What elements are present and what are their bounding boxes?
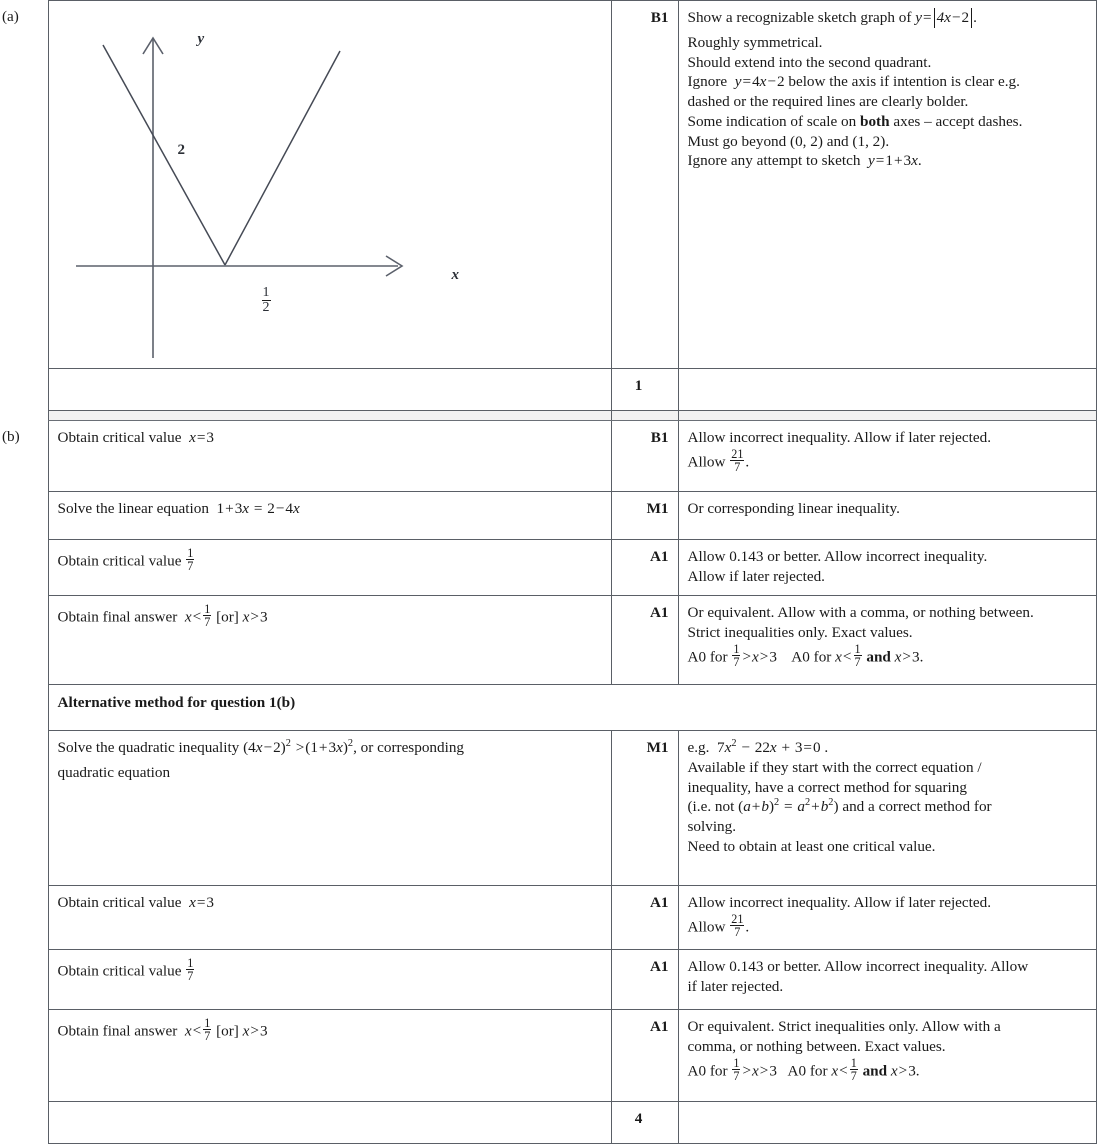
- note-line: Allow 0.143 or better. Allow incorrect inequality. Allow: [687, 958, 1029, 975]
- page-right-pad: [1096, 492, 1100, 540]
- note-line: Allow incorrect inequality. Allow if later rejected.: [687, 429, 991, 446]
- notes-cell-alt2: [678, 886, 1096, 950]
- empty-label-cell: [0, 685, 48, 731]
- empty-answer-cell: [48, 1102, 611, 1144]
- x-axis-label: x: [451, 267, 459, 283]
- mark-code-a: B1: [611, 1, 678, 369]
- page-right-pad: [1096, 886, 1100, 950]
- empty-label-cell: [0, 950, 48, 1010]
- mark-code-b3: A1: [611, 540, 678, 596]
- x-vertex-tick-label: $\frac{1}{2}$: [262, 285, 270, 316]
- answer-cell-alt4: Obtain final answer x< $\frac{1}{7}$ [or] x>3: [48, 1010, 611, 1102]
- empty-notes-cell: [678, 1102, 1096, 1144]
- note-line: Allow if later rejected.: [687, 567, 825, 585]
- page-right-pad: [1096, 540, 1100, 596]
- page-right-pad: [1096, 950, 1100, 1010]
- empty-label-cell: [0, 886, 48, 950]
- table-row-alt-header: [0, 685, 1100, 731]
- notes-cell-b3: [678, 540, 1096, 596]
- page-right-pad: [1096, 731, 1100, 886]
- note-line: Or equivalent. Allow with a comma, or nothing between.: [687, 604, 1034, 621]
- note-line: dashed or the required lines are clearly bolder.: [687, 93, 969, 110]
- note-line: A0 for $\frac{1}{7}$ >x>3 A0 for x< $\frac{1}{7}$ and x>3.: [687, 641, 924, 669]
- section-divider-rule: [0, 411, 1100, 421]
- divider-label-gap: [0, 411, 48, 421]
- divider-notes: [678, 411, 1096, 421]
- empty-label-cell: [0, 1010, 48, 1102]
- divider-mark: [611, 411, 678, 421]
- table-row-b2: [0, 492, 1100, 540]
- notes-cell-b4: [678, 596, 1096, 685]
- note-line: inequality, have a correct method for squaring: [687, 778, 967, 796]
- note-line: Roughly symmetrical.: [687, 33, 823, 51]
- empty-answer-cell: [48, 369, 611, 411]
- table-row-alt3: [0, 950, 1100, 1010]
- table-row-b1: [0, 421, 1100, 492]
- alternative-method-header: Alternative method for question 1(b): [48, 685, 1096, 731]
- table-row-alt2: [0, 886, 1100, 950]
- page-right-pad: [1096, 369, 1100, 411]
- note-line: Ignore y=4x−2 below the axis if intention is clear e.g.: [687, 73, 1020, 91]
- empty-label-cell: [0, 369, 48, 411]
- table-row-a-graph: [0, 1, 1100, 369]
- mark-code-alt4: A1: [611, 1010, 678, 1102]
- table-row-b3: [0, 540, 1100, 596]
- table-row-alt4: [0, 1010, 1100, 1102]
- note-line: Or equivalent. Strict inequalities only. Allow with a: [687, 1018, 1001, 1035]
- mark-code-b2: M1: [611, 492, 678, 540]
- mark-code-b4: A1: [611, 596, 678, 685]
- page-right-pad: [1096, 1, 1100, 369]
- page-right-pad: [1096, 1102, 1100, 1144]
- notes-cell-alt3: [678, 950, 1096, 1010]
- mark-code-b1: B1: [611, 421, 678, 492]
- page-right-pad: [1096, 1010, 1100, 1102]
- divider-answer: [48, 411, 611, 421]
- note-line: (i.e. not $(a+b)^2 = a^2+b^2$) and a correct method for: [687, 797, 992, 816]
- question-part-label-a: (a): [2, 7, 19, 25]
- page-right-pad: [1096, 411, 1100, 421]
- answer-line: Solve the quadratic inequality $(4x-2)^2 >(1+3x)^2$, or corresponding: [57, 737, 465, 756]
- note-line: Allow $\frac{21}{7}$ .: [687, 911, 750, 940]
- note-line: Allow 0.143 or better. Allow incorrect inequality.: [687, 548, 988, 565]
- note-line: Strict inequalities only. Exact values.: [687, 623, 913, 641]
- answer-cell-b4: Obtain final answer x< $\frac{1}{7}$ [or] x>3: [48, 596, 611, 685]
- note-line: e.g. $7x^2 - 22x + 3=0$ .: [687, 737, 829, 756]
- answer-cell-graph: [48, 1, 611, 369]
- sketch-graph-abs-4x-minus-2: [58, 8, 618, 360]
- note-line: Or corresponding linear inequality.: [687, 500, 900, 517]
- table-row-b-total: [0, 1102, 1100, 1144]
- notes-cell-b2: [678, 492, 1096, 540]
- empty-label-cell: [0, 731, 48, 886]
- note-line: Need to obtain at least one critical value.: [687, 837, 936, 855]
- note-line: A0 for $\frac{1}{7}$ >x>3 A0 for x< $\frac{1}{7}$ and x>3.: [687, 1055, 920, 1083]
- mark-code-alt2: A1: [611, 886, 678, 950]
- answer-cell-alt3: Obtain critical value $\frac{1}{7}$: [48, 950, 611, 1010]
- part-a-total-mark: 1: [611, 369, 678, 411]
- notes-cell-b1: [678, 421, 1096, 492]
- answer-cell-alt2: Obtain critical value x=3: [48, 886, 611, 950]
- y-intercept-tick-label: 2: [177, 142, 185, 158]
- note-line: Available if they start with the correct equation /: [687, 758, 982, 776]
- note-line: Ignore any attempt to sketch y=1+3x.: [687, 152, 922, 170]
- question-part-label-b: (b): [2, 427, 20, 445]
- answer-cell-alt1: [48, 731, 611, 886]
- note-line: comma, or nothing between. Exact values.: [687, 1037, 946, 1055]
- answer-cell-b1: Obtain critical value x=3: [48, 421, 611, 492]
- note-line: Should extend into the second quadrant.: [687, 53, 932, 71]
- page-right-pad: [1096, 596, 1100, 685]
- y-axis-label: y: [197, 31, 205, 47]
- notes-cell-alt1: [678, 731, 1096, 886]
- mark-code-alt1: M1: [611, 731, 678, 886]
- table-row-b4: [0, 596, 1100, 685]
- empty-label-cell: [0, 492, 48, 540]
- answer-line: quadratic equation: [57, 763, 171, 781]
- part-b-total-mark: 4: [611, 1102, 678, 1144]
- note-line: Allow $\frac{21}{7}$ .: [687, 446, 750, 475]
- answer-cell-b2: Solve the linear equation 1+3x = 2−4x: [48, 492, 611, 540]
- note-line: Show a recognizable sketch graph of y= 4x−2 .: [687, 9, 977, 26]
- note-line: Must go beyond (0, 2) and (1, 2).: [687, 132, 890, 150]
- page-right-pad: [1096, 421, 1100, 492]
- page-right-pad: [1096, 685, 1100, 731]
- table-row-a-total: [0, 369, 1100, 411]
- note-line: if later rejected.: [687, 977, 784, 995]
- empty-notes-cell: [678, 369, 1096, 411]
- notes-cell-a: [678, 1, 1096, 369]
- mark-code-alt3: A1: [611, 950, 678, 1010]
- note-line: solving.: [687, 818, 737, 835]
- note-line: Some indication of scale on both axes – accept dashes.: [687, 112, 1023, 130]
- empty-label-cell: [0, 540, 48, 596]
- empty-label-cell: [0, 1102, 48, 1144]
- empty-label-cell: [0, 596, 48, 685]
- notes-cell-alt4: [678, 1010, 1096, 1102]
- answer-cell-b3: Obtain critical value $\frac{1}{7}$: [48, 540, 611, 596]
- note-line: Allow incorrect inequality. Allow if later rejected.: [687, 894, 991, 911]
- graph-svg: [58, 8, 618, 360]
- table-row-alt1: [0, 731, 1100, 886]
